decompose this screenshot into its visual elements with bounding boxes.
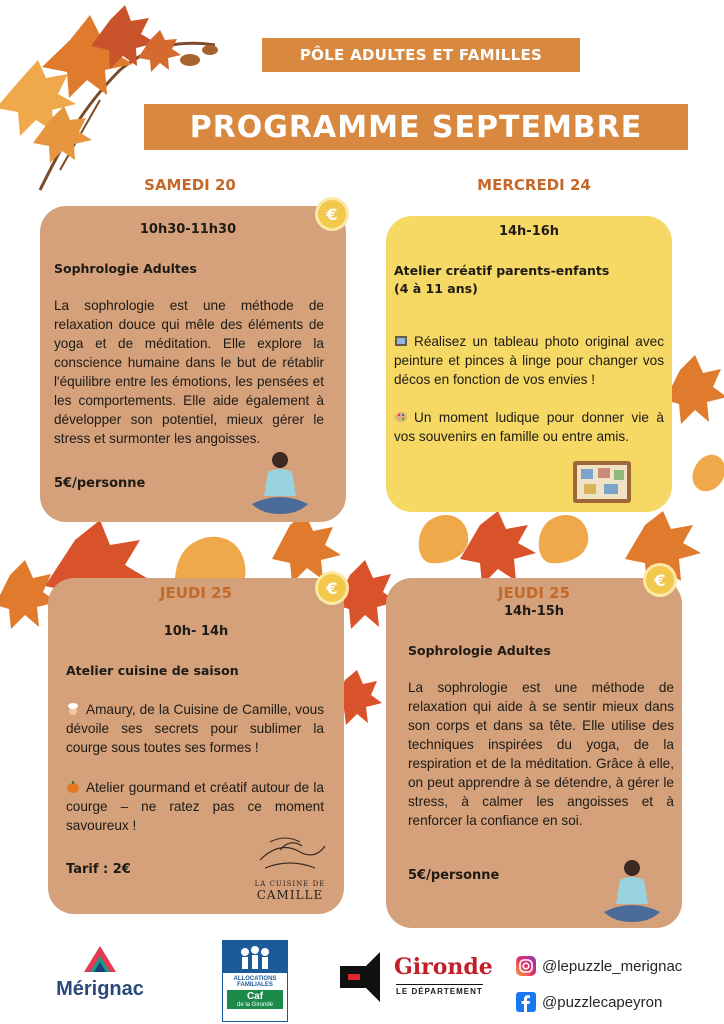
merignac-text: Mérignac xyxy=(56,978,144,1000)
hands-drawing-icon xyxy=(250,830,330,876)
euro-paid-badge-3: € xyxy=(318,574,346,602)
event-1-description: La sophrologie est une méthode de relaxation douce qui mêle des éléments de yoga et de méditation. Elle explore la conscience humaine dans le but de rétablir l'équilibre entre les émotions, les pensées et les comportements. Elle aide également à développer son potentiel, mieux gérer le stress et surmonter les angoisses. xyxy=(54,298,324,446)
framed-picture-icon xyxy=(394,334,408,348)
event-4-description: La sophrologie est une méthode de relaxation qui aide à se sentir mieux dans son corps et dans sa tête. Elle utilise des techniques inspirées du yoga, de la respiration et de la méditation. Grâce à elle, on peut apprendre à se détendre, à gérer le stress, à calmer les angoisses et à renforcer la confiance en soi. xyxy=(408,680,674,828)
meditating-woman-illustration xyxy=(246,448,310,518)
event-1-day: SAMEDI 20 xyxy=(144,176,236,194)
facebook-handle[interactable] xyxy=(516,992,662,1012)
event-3-time: 10h- 14h xyxy=(163,624,229,639)
instagram-text: @lepuzzle_merignac xyxy=(542,957,683,975)
la-cuisine-de-camille-logo xyxy=(250,830,330,902)
autumn-leaves-right-decoration xyxy=(670,350,724,520)
palette-icon xyxy=(394,410,408,424)
instagram-handle[interactable] xyxy=(516,956,682,976)
chef-icon xyxy=(66,702,80,716)
event-2-title: Atelier créatif parents-enfants (4 à 11 ans) xyxy=(394,263,610,296)
euro-paid-badge-1: € xyxy=(318,200,346,228)
gironde-subtitle: LE DÉPARTEMENT xyxy=(396,984,483,996)
event-3-text-2: Atelier gourmand et créatif autour de la courge – ne ratez pas ce moment savoureux ! xyxy=(66,780,324,833)
event-2-time: 14h-16h xyxy=(498,224,560,239)
caf-line-4: de la Gironde xyxy=(236,1002,274,1008)
event-2-text-2: Un moment ludique pour donner vie à vos souvenirs en famille ou entre amis. xyxy=(394,410,664,444)
logo-line-1: LA CUISINE DE xyxy=(254,880,326,888)
event-4-title: Sophrologie Adultes xyxy=(408,643,551,658)
photo-board-illustration xyxy=(572,460,632,504)
event-2-day: MERCREDI 24 xyxy=(477,176,591,194)
caf-green-box xyxy=(227,990,283,1009)
gironde-departement-logo xyxy=(340,952,510,1004)
event-3-text-1: Amaury, de la Cuisine de Camille, vous dévoile ses secrets pour sublimer la courge sous toutes ses formes ! xyxy=(66,702,324,755)
pole-adultes-familles-banner xyxy=(262,38,580,72)
event-3-title: Atelier cuisine de saison xyxy=(66,663,239,678)
event-2-text-1: Réalisez un tableau photo original avec peinture et pinces à linge pour changer vos décos en fonction de vos envies ! xyxy=(394,334,664,387)
caf-gironde-logo xyxy=(222,940,288,1022)
merignac-triangle-icon xyxy=(84,946,116,972)
facebook-icon xyxy=(516,992,536,1012)
event-4-day: JEUDI 25 xyxy=(497,584,571,602)
event-4-price: 5€/personne xyxy=(408,868,500,883)
caf-line-3: Caf xyxy=(246,991,264,1002)
gironde-arrow-icon xyxy=(340,952,390,1002)
caf-logo-top xyxy=(223,941,287,973)
event-1-title: Sophrologie Adultes xyxy=(54,261,197,276)
event-card-samedi xyxy=(40,206,346,522)
pumpkin-icon xyxy=(66,780,80,794)
event-4-time: 14h-15h xyxy=(503,604,565,619)
caf-family-icon xyxy=(235,944,275,970)
autumn-leaves-top-left-decoration xyxy=(0,0,230,200)
euro-paid-badge-4: € xyxy=(646,566,674,594)
event-3-description-2 xyxy=(66,778,324,835)
event-3-description-1 xyxy=(66,700,324,757)
gironde-text: Gironde xyxy=(394,954,493,980)
event-card-mercredi xyxy=(386,216,672,512)
programme-title-banner xyxy=(144,104,688,150)
event-1-price: 5€/personne xyxy=(54,476,146,491)
logo-line-2: CAMILLE xyxy=(256,888,324,902)
event-1-time: 10h30-11h30 xyxy=(139,222,237,237)
event-2-description-1 xyxy=(394,332,664,389)
instagram-icon xyxy=(516,956,536,976)
event-card-jeudi-cuisine xyxy=(48,578,344,914)
event-3-price: Tarif : 2€ xyxy=(66,862,131,877)
caf-line-1: ALLOCATIONS xyxy=(233,976,277,982)
subtitle-text: PÔLE ADULTES ET FAMILLES xyxy=(299,46,543,64)
event-card-jeudi-sophrologie xyxy=(386,578,682,928)
event-2-description-2 xyxy=(394,408,664,446)
facebook-text: @puzzlecapeyron xyxy=(542,993,663,1011)
page-title: PROGRAMME SEPTEMBRE xyxy=(189,109,643,145)
event-3-day: JEUDI 25 xyxy=(159,584,233,602)
caf-line-2: FAMILIALES xyxy=(237,982,273,988)
merignac-logo xyxy=(40,946,160,1008)
meditating-woman-illustration-2 xyxy=(598,856,662,926)
